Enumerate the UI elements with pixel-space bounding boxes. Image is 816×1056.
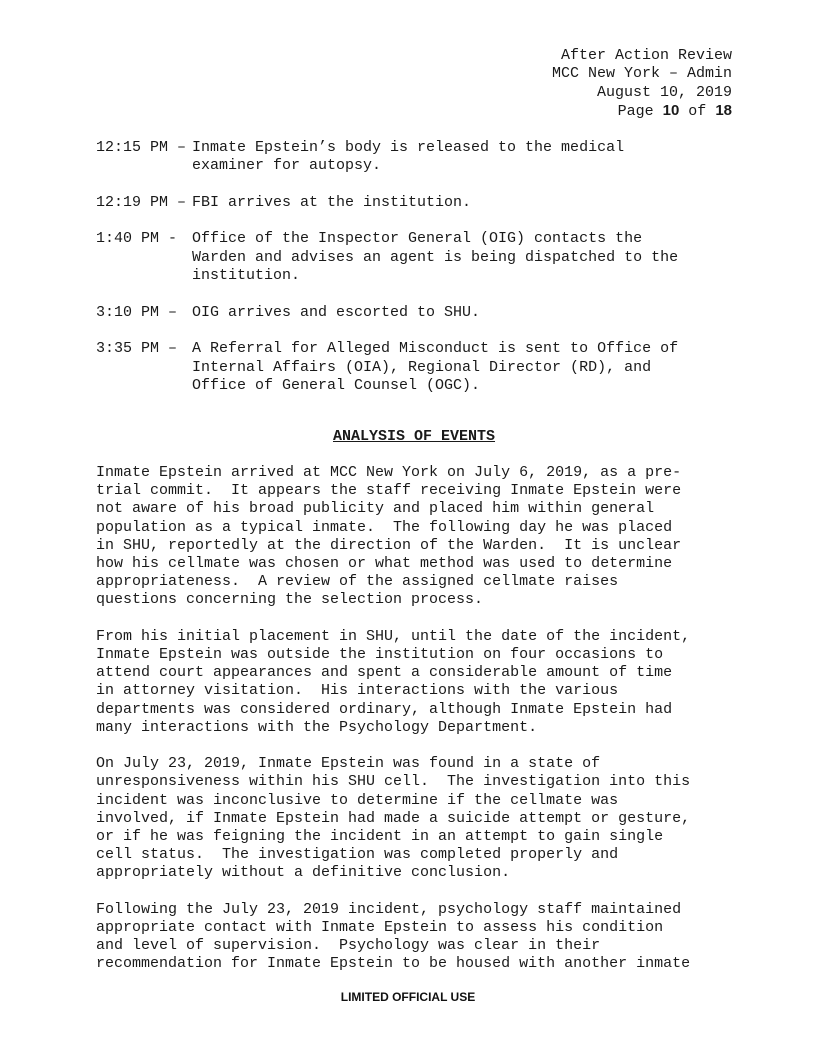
report-title: After Action Review bbox=[560, 47, 732, 64]
page-header bbox=[552, 47, 732, 121]
event-time: 3:10 PM – bbox=[96, 303, 187, 321]
section-heading bbox=[0, 428, 816, 446]
event-time: 1:40 PM - bbox=[96, 230, 187, 248]
page-total: 18 bbox=[715, 101, 732, 119]
body-paragraph: Following the July 23, 2019 incident, psychology staff maintained appropriate contact with Inmate Epstein to assess his condition and level of supervision. Psychology was clear in their recommendation for Inmate Epstein to be housed with another inmate bbox=[96, 900, 691, 973]
analysis-heading: ANALYSIS OF EVENTS bbox=[332, 428, 496, 445]
body-paragraph: Inmate Epstein arrived at MCC New York on July 6, 2019, as a pre- trial commit. It appears the staff receiving Inmate Epstein were not aware of his broad publicity and placed him within general population as a typical inmate. The following day he was placed in SHU, reportedly at the direction of the Warden. It is unclear how his cellmate was chosen or what method was used to determine appropriateness. A review of the assigned cellmate raises questions concerning the selection process. bbox=[96, 464, 682, 609]
event-text: Office of the Inspector General (OIG) contacts the Warden and advises an agent is being dispatched to the institution. bbox=[192, 230, 679, 285]
timeline-events bbox=[96, 139, 736, 413]
event-time: 12:15 PM – bbox=[96, 139, 187, 156]
report-date: August 10, 2019 bbox=[596, 83, 732, 101]
event-text: A Referral for Alleged Misconduct is sent to Office of Internal Affairs (OIA), Regional Director (RD), and Office of General Counsel (OGC). bbox=[192, 340, 679, 394]
event-text: Inmate Epstein’s body is released to the medical examiner for autopsy. bbox=[192, 139, 625, 175]
event-text: OIG arrives and escorted to SHU. bbox=[192, 303, 481, 321]
event-time: 12:19 PM – bbox=[96, 193, 187, 211]
timeline-entry bbox=[96, 304, 736, 322]
timeline-entry bbox=[96, 230, 736, 285]
page-prefix: Page bbox=[617, 102, 663, 120]
timeline-entry bbox=[96, 139, 736, 176]
event-time: 3:35 PM – bbox=[96, 340, 187, 358]
timeline-entry bbox=[96, 194, 736, 212]
timeline-entry bbox=[96, 340, 736, 395]
event-text: FBI arrives at the institution. bbox=[192, 193, 472, 211]
body-paragraph: On July 23, 2019, Inmate Epstein was found in a state of unresponsiveness within his SHU cell. The investigation into this incident was inconclusive to determine if the cellmate was involved, if Inmate Epstein had made a suicide attempt or gesture, or if he was feigning the incident in an attempt to gain single cell status. The investigation was completed properly and appropriately without a definitive conclusion. bbox=[96, 755, 691, 882]
body-paragraph: From his initial placement in SHU, until the date of the incident, Inmate Epstein was outside the institution on four occasions to attend court appearances and spent a considerable amount of time in attorney visitation. His interactions with the various departments was considered ordinary, although Inmate Epstein had many interactions with the Psychology Department. bbox=[96, 627, 691, 736]
page-of: of bbox=[679, 102, 716, 120]
facility-name: MCC New York – Admin bbox=[551, 65, 732, 83]
analysis-body bbox=[96, 464, 746, 992]
page-number bbox=[552, 102, 732, 121]
page-current: 10 bbox=[662, 101, 680, 119]
classification-footer: LIMITED OFFICIAL USE bbox=[340, 990, 476, 1004]
